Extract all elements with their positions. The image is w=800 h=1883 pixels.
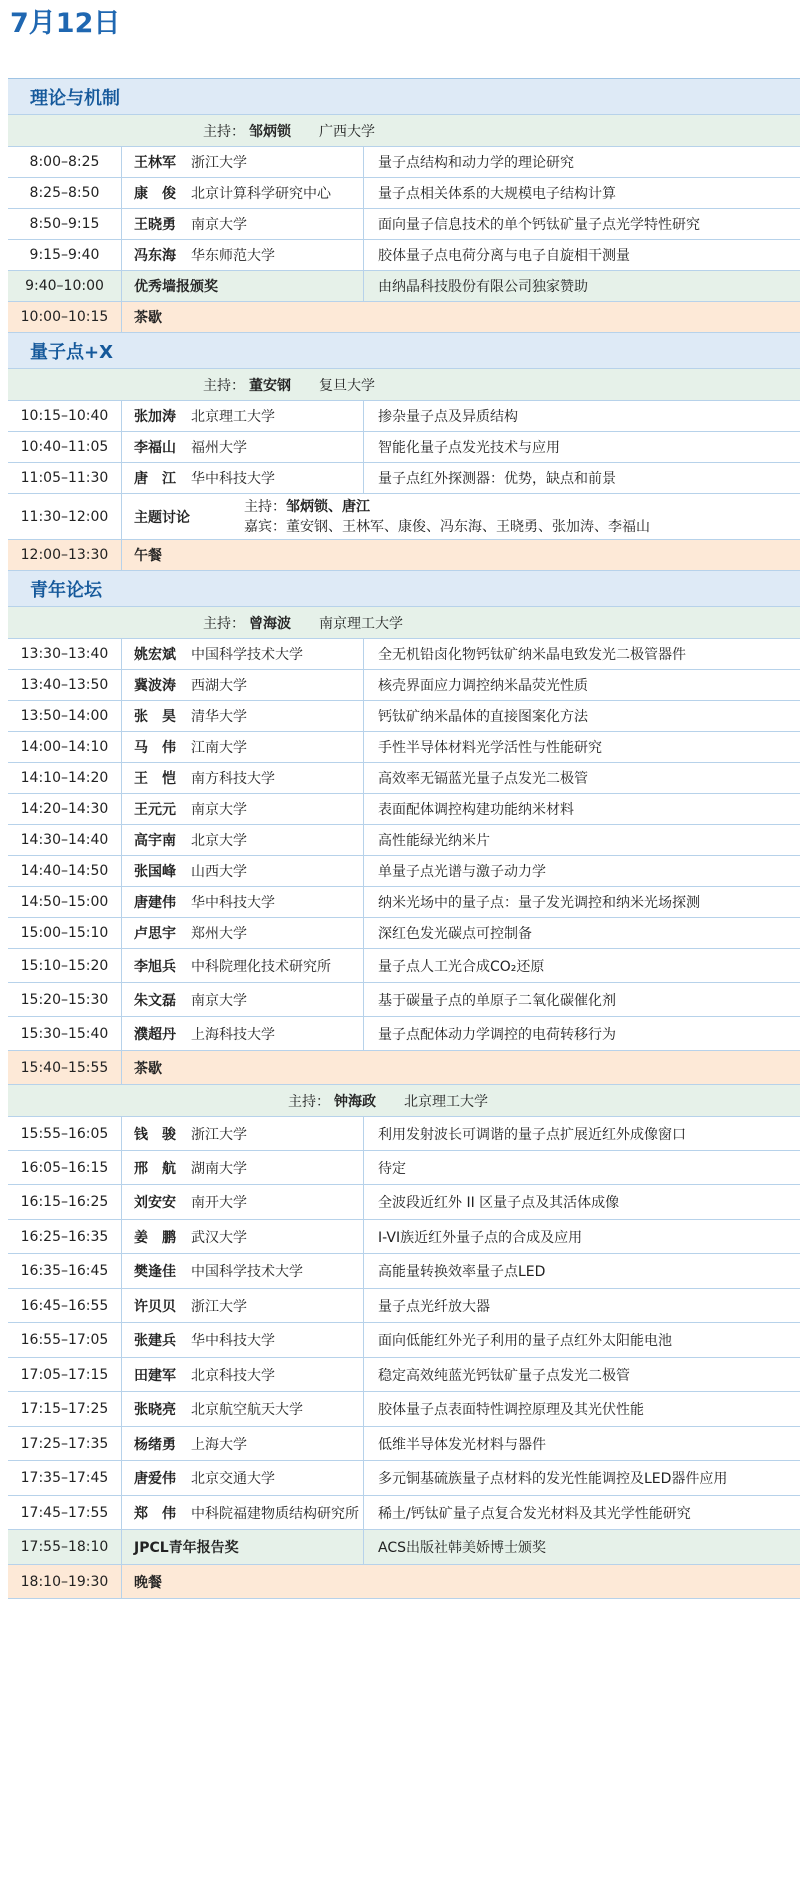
speaker-institution: 郑州大学 bbox=[191, 926, 247, 942]
break-time: 12:00–13:30 bbox=[8, 540, 122, 570]
talk-time: 16:05–16:15 bbox=[8, 1151, 122, 1184]
session-header: 理论与机制 bbox=[8, 79, 800, 115]
chair-label: 主持： bbox=[203, 123, 245, 140]
speaker-name: 张加涛 bbox=[134, 409, 176, 425]
talk-time: 16:55–17:05 bbox=[8, 1323, 122, 1357]
speaker-institution: 华中科技大学 bbox=[191, 471, 275, 487]
speaker-institution: 福州大学 bbox=[191, 440, 247, 456]
speaker-institution: 浙江大学 bbox=[191, 155, 247, 171]
talk-row bbox=[8, 401, 800, 432]
speaker-name: 许贝贝 bbox=[134, 1298, 176, 1315]
talk-time: 15:10–15:20 bbox=[8, 949, 122, 982]
talk-topic: 量子点结构和动力学的理论研究 bbox=[363, 147, 800, 177]
talk-topic: 高能量转换效率量子点LED bbox=[363, 1254, 800, 1288]
talk-row bbox=[8, 1117, 800, 1151]
chair-label: 主持： bbox=[288, 1093, 330, 1110]
talk-topic: 利用发射波长可调谐的量子点扩展近红外成像窗口 bbox=[363, 1117, 800, 1150]
speaker-name: 姜 鹏 bbox=[134, 1229, 176, 1246]
speaker-name: 康 俊 bbox=[134, 186, 176, 202]
talk-time: 13:30–13:40 bbox=[8, 639, 122, 669]
speaker-name: 朱文磊 bbox=[134, 992, 176, 1009]
chair-row bbox=[8, 1085, 800, 1117]
chair-label: 主持： bbox=[203, 615, 245, 632]
talk-time: 8:00–8:25 bbox=[8, 147, 122, 177]
speaker-institution: 西湖大学 bbox=[191, 678, 247, 694]
chair-name: 邹炳锁 bbox=[249, 123, 291, 140]
chair-institution: 复旦大学 bbox=[319, 377, 375, 394]
talk-row bbox=[8, 1427, 800, 1461]
talk-row bbox=[8, 1358, 800, 1392]
break-time: 10:00–10:15 bbox=[8, 302, 122, 332]
chair-label: 主持： bbox=[203, 377, 245, 394]
talk-time: 14:30–14:40 bbox=[8, 825, 122, 855]
break-row bbox=[8, 540, 800, 571]
talk-time: 13:50–14:00 bbox=[8, 701, 122, 731]
chair-name: 曾海波 bbox=[249, 615, 291, 632]
speaker-institution: 江南大学 bbox=[191, 740, 247, 756]
discussion-guests: 董安钢、王林军、康俊、冯东海、王晓勇、张加涛、李福山 bbox=[286, 518, 650, 535]
talk-topic: 表面配体调控构建功能纳米材料 bbox=[363, 794, 800, 824]
talk-row bbox=[8, 949, 800, 983]
talk-time: 16:25–16:35 bbox=[8, 1220, 122, 1253]
award-time: 17:55–18:10 bbox=[8, 1530, 122, 1564]
break-time: 15:40–15:55 bbox=[8, 1051, 122, 1084]
talk-topic: 手性半导体材料光学活性与性能研究 bbox=[363, 732, 800, 762]
speaker-institution: 南开大学 bbox=[191, 1195, 247, 1211]
talk-topic: 全无机铅卤化物钙钛矿纳米晶电致发光二极管器件 bbox=[363, 639, 800, 669]
discussion-details bbox=[244, 497, 800, 537]
talk-topic: 量子点人工光合成CO₂还原 bbox=[363, 949, 800, 982]
speaker-name: 唐 江 bbox=[134, 471, 176, 487]
talk-time: 17:45–17:55 bbox=[8, 1496, 122, 1529]
talk-row bbox=[8, 178, 800, 209]
chair-name: 钟海政 bbox=[334, 1093, 376, 1110]
discussion-title: 主题讨论 bbox=[134, 509, 190, 526]
chair-institution: 南京理工大学 bbox=[319, 615, 403, 632]
talk-topic: I-VI族近红外量子点的合成及应用 bbox=[363, 1220, 800, 1253]
speaker-name: 冯东海 bbox=[134, 248, 176, 264]
speaker-name: 濮超丹 bbox=[134, 1026, 176, 1043]
speaker-institution: 南方科技大学 bbox=[191, 771, 275, 787]
talk-topic: 量子点配体动力学调控的电荷转移行为 bbox=[363, 1017, 800, 1050]
speaker-institution: 华东师范大学 bbox=[191, 248, 275, 264]
talk-row bbox=[8, 209, 800, 240]
talk-row bbox=[8, 1323, 800, 1358]
award-sponsor: 由纳晶科技股份有限公司独家赞助 bbox=[363, 271, 800, 301]
speaker-name: 王晓勇 bbox=[134, 217, 176, 233]
chair-institution: 北京理工大学 bbox=[404, 1093, 488, 1110]
speaker-name: 王林军 bbox=[134, 155, 176, 171]
award-time: 9:40–10:00 bbox=[8, 271, 122, 301]
talk-topic: 面向量子信息技术的单个钙钛矿量子点光学特性研究 bbox=[363, 209, 800, 239]
chair-institution: 广西大学 bbox=[319, 123, 375, 140]
discussion-time: 11:30–12:00 bbox=[8, 494, 122, 539]
talk-row bbox=[8, 887, 800, 918]
chair-name: 董安钢 bbox=[249, 377, 291, 394]
session-header: 量子点+X bbox=[8, 333, 800, 369]
award-row bbox=[8, 1530, 800, 1565]
award-name: JPCL青年报告奖 bbox=[134, 1540, 239, 1556]
talk-topic: 胶体量子点表面特性调控原理及其光伏性能 bbox=[363, 1392, 800, 1426]
talk-topic: 深红色发光碳点可控制备 bbox=[363, 918, 800, 948]
chair-row bbox=[8, 115, 800, 147]
speaker-name: 姚宏斌 bbox=[134, 647, 176, 663]
talk-topic: 量子点相关体系的大规模电子结构计算 bbox=[363, 178, 800, 208]
discussion-hosts: 邹炳锁、唐江 bbox=[286, 498, 370, 515]
break-label: 茶歇 bbox=[134, 1060, 162, 1077]
talk-time: 10:40–11:05 bbox=[8, 432, 122, 462]
talk-time: 13:40–13:50 bbox=[8, 670, 122, 700]
speaker-institution: 上海大学 bbox=[191, 1436, 247, 1453]
speaker-institution: 北京计算科学研究中心 bbox=[191, 186, 331, 202]
talk-time: 10:15–10:40 bbox=[8, 401, 122, 431]
talk-topic: 高效率无镉蓝光量子点发光二极管 bbox=[363, 763, 800, 793]
session-header: 青年论坛 bbox=[8, 571, 800, 607]
talk-row bbox=[8, 1254, 800, 1289]
discussion-guests-line bbox=[244, 517, 800, 537]
talk-row bbox=[8, 1461, 800, 1496]
talk-topic: 稳定高效纯蓝光钙钛矿量子点发光二极管 bbox=[363, 1358, 800, 1391]
break-label: 午餐 bbox=[134, 548, 162, 564]
discussion-guest-label: 嘉宾： bbox=[244, 518, 286, 535]
talk-topic: 掺杂量子点及异质结构 bbox=[363, 401, 800, 431]
speaker-name: 李旭兵 bbox=[134, 958, 176, 975]
speaker-institution: 清华大学 bbox=[191, 709, 247, 725]
speaker-name: 马 伟 bbox=[134, 740, 176, 756]
speaker-name: 刘安安 bbox=[134, 1195, 176, 1211]
talk-time: 8:50–9:15 bbox=[8, 209, 122, 239]
talk-row bbox=[8, 1151, 800, 1185]
talk-time: 11:05–11:30 bbox=[8, 463, 122, 493]
discussion-hosts-line bbox=[244, 497, 800, 517]
talk-row bbox=[8, 1220, 800, 1254]
discussion-row bbox=[8, 494, 800, 540]
talk-topic: 多元铜基硫族量子点材料的发光性能调控及LED器件应用 bbox=[363, 1461, 800, 1495]
talk-row bbox=[8, 1392, 800, 1427]
speaker-institution: 南京大学 bbox=[191, 992, 247, 1009]
discussion-host-label: 主持： bbox=[244, 498, 286, 515]
break-label: 晚餐 bbox=[134, 1574, 162, 1591]
schedule-table bbox=[8, 78, 800, 1599]
speaker-institution: 中科院福建物质结构研究所 bbox=[191, 1505, 359, 1522]
talk-row bbox=[8, 1185, 800, 1220]
break-time: 18:10–19:30 bbox=[8, 1565, 122, 1598]
speaker-institution: 华中科技大学 bbox=[191, 1333, 275, 1349]
speaker-name: 邢 航 bbox=[134, 1160, 176, 1177]
talk-time: 16:35–16:45 bbox=[8, 1254, 122, 1288]
chair-row bbox=[8, 607, 800, 639]
talk-row bbox=[8, 763, 800, 794]
talk-row bbox=[8, 147, 800, 178]
talk-row bbox=[8, 1289, 800, 1323]
speaker-institution: 山西大学 bbox=[191, 864, 247, 880]
talk-time: 15:20–15:30 bbox=[8, 983, 122, 1016]
talk-row bbox=[8, 1496, 800, 1530]
speaker-name: 杨绪勇 bbox=[134, 1436, 176, 1453]
talk-topic: 全波段近红外 II 区量子点及其活体成像 bbox=[363, 1185, 800, 1219]
talk-topic: 纳米光场中的量子点：量子发光调控和纳米光场探测 bbox=[363, 887, 800, 917]
speaker-institution: 中国科学技术大学 bbox=[191, 1264, 303, 1280]
speaker-institution: 湖南大学 bbox=[191, 1160, 247, 1177]
talk-row bbox=[8, 639, 800, 670]
award-sponsor: ACS出版社韩美娇博士颁奖 bbox=[363, 1530, 800, 1564]
speaker-name: 钱 骏 bbox=[134, 1126, 176, 1143]
talk-time: 9:15–9:40 bbox=[8, 240, 122, 270]
speaker-name: 樊逢佳 bbox=[134, 1264, 176, 1280]
talk-topic: 稀土/钙钛矿量子点复合发光材料及其光学性能研究 bbox=[363, 1496, 800, 1529]
talk-topic: 核壳界面应力调控纳米晶荧光性质 bbox=[363, 670, 800, 700]
talk-topic: 高性能绿光纳米片 bbox=[363, 825, 800, 855]
talk-time: 17:15–17:25 bbox=[8, 1392, 122, 1426]
award-row bbox=[8, 271, 800, 302]
speaker-institution: 浙江大学 bbox=[191, 1298, 247, 1315]
talk-topic: 胶体量子点电荷分离与电子自旋相干测量 bbox=[363, 240, 800, 270]
speaker-name: 郑 伟 bbox=[134, 1505, 176, 1522]
speaker-name: 高宇南 bbox=[134, 833, 176, 849]
talk-topic: 钙钛矿纳米晶体的直接图案化方法 bbox=[363, 701, 800, 731]
talk-time: 14:20–14:30 bbox=[8, 794, 122, 824]
speaker-name: 张晓亮 bbox=[134, 1402, 176, 1418]
speaker-institution: 上海科技大学 bbox=[191, 1026, 275, 1043]
speaker-institution: 北京理工大学 bbox=[191, 409, 275, 425]
talk-row bbox=[8, 732, 800, 763]
talk-time: 15:55–16:05 bbox=[8, 1117, 122, 1150]
talk-time: 17:05–17:15 bbox=[8, 1358, 122, 1391]
speaker-institution: 北京科技大学 bbox=[191, 1367, 275, 1384]
talk-row bbox=[8, 670, 800, 701]
speaker-institution: 南京大学 bbox=[191, 802, 247, 818]
talk-row bbox=[8, 1017, 800, 1051]
speaker-name: 张建兵 bbox=[134, 1333, 176, 1349]
speaker-institution: 南京大学 bbox=[191, 217, 247, 233]
talk-topic: 基于碳量子点的单原子二氧化碳催化剂 bbox=[363, 983, 800, 1016]
talk-topic: 面向低能红外光子利用的量子点红外太阳能电池 bbox=[363, 1323, 800, 1357]
talk-time: 14:50–15:00 bbox=[8, 887, 122, 917]
talk-time: 15:30–15:40 bbox=[8, 1017, 122, 1050]
talk-topic: 智能化量子点发光技术与应用 bbox=[363, 432, 800, 462]
talk-time: 16:15–16:25 bbox=[8, 1185, 122, 1219]
talk-row bbox=[8, 918, 800, 949]
talk-topic: 量子点红外探测器：优势，缺点和前景 bbox=[363, 463, 800, 493]
talk-topic: 量子点光纤放大器 bbox=[363, 1289, 800, 1322]
speaker-institution: 中科院理化技术研究所 bbox=[191, 958, 331, 975]
break-row bbox=[8, 1051, 800, 1085]
talk-topic: 单量子点光谱与激子动力学 bbox=[363, 856, 800, 886]
talk-time: 17:25–17:35 bbox=[8, 1427, 122, 1460]
day-title: 7月12日 bbox=[10, 8, 121, 39]
speaker-name: 张国峰 bbox=[134, 864, 176, 880]
talk-topic: 待定 bbox=[363, 1151, 800, 1184]
talk-time: 15:00–15:10 bbox=[8, 918, 122, 948]
chair-row bbox=[8, 369, 800, 401]
speaker-name: 王元元 bbox=[134, 802, 176, 818]
talk-time: 8:25–8:50 bbox=[8, 178, 122, 208]
talk-row bbox=[8, 432, 800, 463]
award-name: 优秀墙报颁奖 bbox=[134, 279, 218, 295]
talk-time: 14:10–14:20 bbox=[8, 763, 122, 793]
speaker-institution: 北京航空航天大学 bbox=[191, 1402, 303, 1418]
speaker-name: 田建军 bbox=[134, 1367, 176, 1384]
speaker-name: 卢思宇 bbox=[134, 926, 176, 942]
talk-time: 16:45–16:55 bbox=[8, 1289, 122, 1322]
speaker-institution: 华中科技大学 bbox=[191, 895, 275, 911]
speaker-institution: 北京大学 bbox=[191, 833, 247, 849]
break-row bbox=[8, 302, 800, 333]
speaker-name: 唐爱伟 bbox=[134, 1471, 176, 1487]
speaker-name: 冀波涛 bbox=[134, 678, 176, 694]
speaker-institution: 中国科学技术大学 bbox=[191, 647, 303, 663]
speaker-institution: 武汉大学 bbox=[191, 1229, 247, 1246]
speaker-institution: 浙江大学 bbox=[191, 1126, 247, 1143]
speaker-name: 张 昊 bbox=[134, 709, 176, 725]
speaker-institution: 北京交通大学 bbox=[191, 1471, 275, 1487]
talk-row bbox=[8, 794, 800, 825]
talk-row bbox=[8, 463, 800, 494]
talk-row bbox=[8, 983, 800, 1017]
talk-row bbox=[8, 240, 800, 271]
talk-time: 14:40–14:50 bbox=[8, 856, 122, 886]
speaker-name: 王 恺 bbox=[134, 771, 176, 787]
speaker-name: 唐建伟 bbox=[134, 895, 176, 911]
talk-row bbox=[8, 856, 800, 887]
talk-time: 17:35–17:45 bbox=[8, 1461, 122, 1495]
speaker-name: 李福山 bbox=[134, 440, 176, 456]
break-row bbox=[8, 1565, 800, 1599]
talk-row bbox=[8, 701, 800, 732]
talk-time: 14:00–14:10 bbox=[8, 732, 122, 762]
break-label: 茶歇 bbox=[134, 310, 162, 326]
talk-topic: 低维半导体发光材料与器件 bbox=[363, 1427, 800, 1460]
talk-row bbox=[8, 825, 800, 856]
